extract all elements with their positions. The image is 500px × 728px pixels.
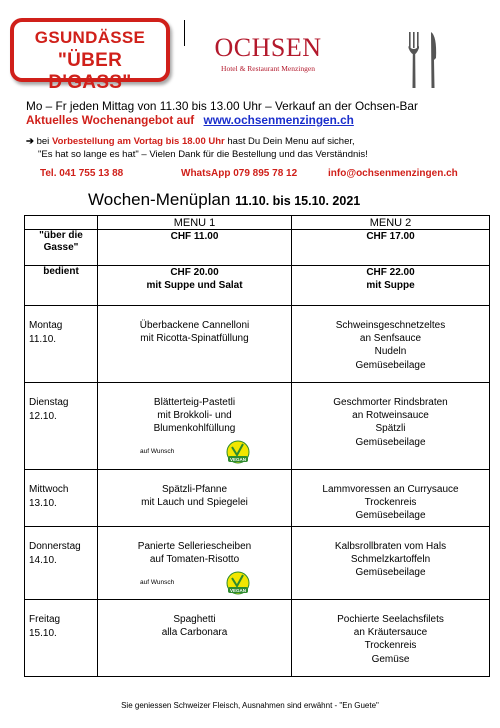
day-rows <box>25 306 490 677</box>
day-name: Mittwoch <box>29 484 69 495</box>
meal-line: Gemüsebeilage <box>355 567 426 579</box>
table-row <box>25 600 490 677</box>
takeaway-price-2: CHF 17.00 <box>292 230 490 266</box>
day-cell <box>25 383 98 470</box>
vegan-hint: auf Wunsch <box>140 448 175 455</box>
plan-dates: 11.10. bis 15.10. 2021 <box>235 194 361 208</box>
footer-note: Sie geniessen Schweizer Fleisch, Ausnahmen sind erwähnt - "En Guete" <box>121 701 379 710</box>
meal-line: Geschmorter Rindsbraten <box>333 397 448 408</box>
weekly-offer <box>26 113 354 127</box>
day-name: Dienstag <box>29 397 69 408</box>
weekly-label: Aktuelles Wochenangebot auf <box>26 113 195 127</box>
preorder-note <box>26 136 355 147</box>
meal-line: Pochierte Seelachsfilets <box>337 614 444 625</box>
served-price-1 <box>98 266 292 306</box>
plan-title-text: Wochen-Menüplan <box>88 190 231 209</box>
meal-line: Trockenreis <box>364 497 417 509</box>
takeaway-label-a: "über die <box>39 230 83 241</box>
takeaway-price-1: CHF 11.00 <box>98 230 292 266</box>
table-header-row <box>25 216 490 230</box>
day-date: 11.10. <box>29 334 57 345</box>
menu-table <box>24 215 490 677</box>
arrow-right-icon: ➔ <box>26 136 34 147</box>
menu-1-cell <box>98 527 292 600</box>
day-cell <box>25 306 98 383</box>
opening-hours: Mo – Fr jeden Mittag von 11.30 bis 13.00 Uhr – Verkauf an der Ochsen-Bar <box>26 99 418 113</box>
table-row <box>25 383 490 470</box>
meal-line: Blätterteig-Pastetli <box>153 397 236 408</box>
menu-2-cell <box>292 527 490 600</box>
meal-line: Blumenkohlfüllung <box>153 423 236 435</box>
meal-line: Lammvoressen an Currysauce <box>322 484 459 495</box>
header-menu-1: MENU 1 <box>98 216 292 230</box>
website-link[interactable]: www.ochsenmenzingen.ch <box>203 113 354 127</box>
served-price-2-amount: CHF 22.00 <box>366 267 415 278</box>
day-cell <box>25 527 98 600</box>
meal-line: an Kräutersauce <box>353 627 428 639</box>
meal-line: Panierte Selleriescheiben <box>137 541 252 552</box>
menu-1-cell <box>98 383 292 470</box>
meal-line: Gemüse <box>371 653 410 665</box>
meal-line: Gemüsebeilage <box>355 359 426 371</box>
served-price-1-amount: CHF 20.00 <box>170 267 219 278</box>
day-name: Montag <box>29 320 63 331</box>
preorder-suffix: hast Du Dein Menu auf sicher, <box>227 136 355 147</box>
meal-line: auf Tomaten-Risotto <box>149 554 240 566</box>
takeaway-row <box>25 230 490 266</box>
header-menu-2: MENU 2 <box>292 216 490 230</box>
table-row <box>25 306 490 383</box>
menu-2-cell <box>292 600 490 677</box>
meal-line: Schweinsgeschnetzeltes <box>335 320 446 331</box>
vegan-icon <box>226 440 250 464</box>
menu-2-cell <box>292 306 490 383</box>
day-cell <box>25 470 98 527</box>
table-row <box>25 470 490 527</box>
vegan-icon-label: VEGAN <box>229 457 247 462</box>
thanks-note: "Es hat so lange es hat" – Vielen Dank für die Bestellung und das Verständnis! <box>38 149 368 160</box>
day-name: Donnerstag <box>29 541 81 552</box>
plan-title <box>88 190 360 210</box>
meal-line: Nudeln <box>374 346 407 358</box>
meal-line: Überbackene Cannelloni <box>139 320 250 331</box>
meal-line: Gemüsebeilage <box>355 510 426 522</box>
day-date: 12.10. <box>29 411 57 422</box>
header-empty <box>25 216 98 230</box>
whatsapp-number[interactable]: WhatsApp 079 895 78 12 <box>181 168 298 179</box>
day-cell <box>25 600 98 677</box>
meal-line: mit Ricotta-Spinatfüllung <box>140 333 249 345</box>
meal-line: Trockenreis <box>364 640 417 652</box>
menu-2-cell <box>292 383 490 470</box>
meal-line: an Senfsauce <box>359 333 422 345</box>
takeaway-badge <box>10 18 170 93</box>
logo-subtitle: Hotel & Restaurant Menzingen <box>221 64 315 73</box>
preorder-highlight: Vorbestellung am Vortag bis 18.00 Uhr <box>51 136 225 147</box>
meal-line: mit Brokkoli- und <box>157 410 232 422</box>
meal-line: Kalbsrollbraten vom Hals <box>334 541 447 552</box>
cutlery-icon <box>405 30 441 90</box>
ochsen-logo <box>205 35 331 73</box>
day-date: 13.10. <box>29 498 57 509</box>
table-row <box>25 527 490 600</box>
day-date: 14.10. <box>29 555 57 566</box>
vegan-hint: auf Wunsch <box>140 579 175 586</box>
phone-number[interactable]: Tel. 041 755 13 88 <box>40 168 124 179</box>
vegan-icon <box>226 571 250 595</box>
logo-name: OCHSEN <box>214 33 322 62</box>
menu-1-cell <box>98 470 292 527</box>
menu-1-cell <box>98 306 292 383</box>
email-link[interactable]: info@ochsenmenzingen.ch <box>328 168 458 179</box>
contact-line <box>40 168 480 182</box>
served-label: bedient <box>25 266 98 306</box>
meal-line: Spaghetti <box>173 614 216 625</box>
meal-line: Schmelzkartoffeln <box>350 554 431 566</box>
meal-line: Spätzli <box>375 423 406 435</box>
served-row <box>25 266 490 306</box>
meal-line: Spätzli-Pfanne <box>161 484 228 495</box>
menu-1-cell <box>98 600 292 677</box>
menu-2-cell <box>292 470 490 527</box>
meal-line: an Rotweinsauce <box>352 410 429 422</box>
takeaway-label-b: Gasse" <box>43 242 79 253</box>
served-price-2-note: mit Suppe <box>366 280 415 291</box>
served-price-2 <box>292 266 490 306</box>
day-date: 15.10. <box>29 628 57 639</box>
served-price-1-note: mit Suppe und Salat <box>146 280 243 291</box>
badge-line-2: "ÜBER D'GASS" <box>48 50 132 93</box>
meal-line: alla Carbonara <box>161 627 228 639</box>
meal-line: mit Lauch und Spiegelei <box>141 497 248 509</box>
meal-line: Gemüsebeilage <box>355 436 426 448</box>
badge-line-1: GSUNDÄSSE <box>34 28 146 47</box>
divider <box>184 20 185 46</box>
day-name: Freitag <box>29 614 61 625</box>
takeaway-label <box>25 230 98 266</box>
preorder-prefix: bei <box>36 136 50 147</box>
vegan-icon-label: VEGAN <box>229 588 247 593</box>
